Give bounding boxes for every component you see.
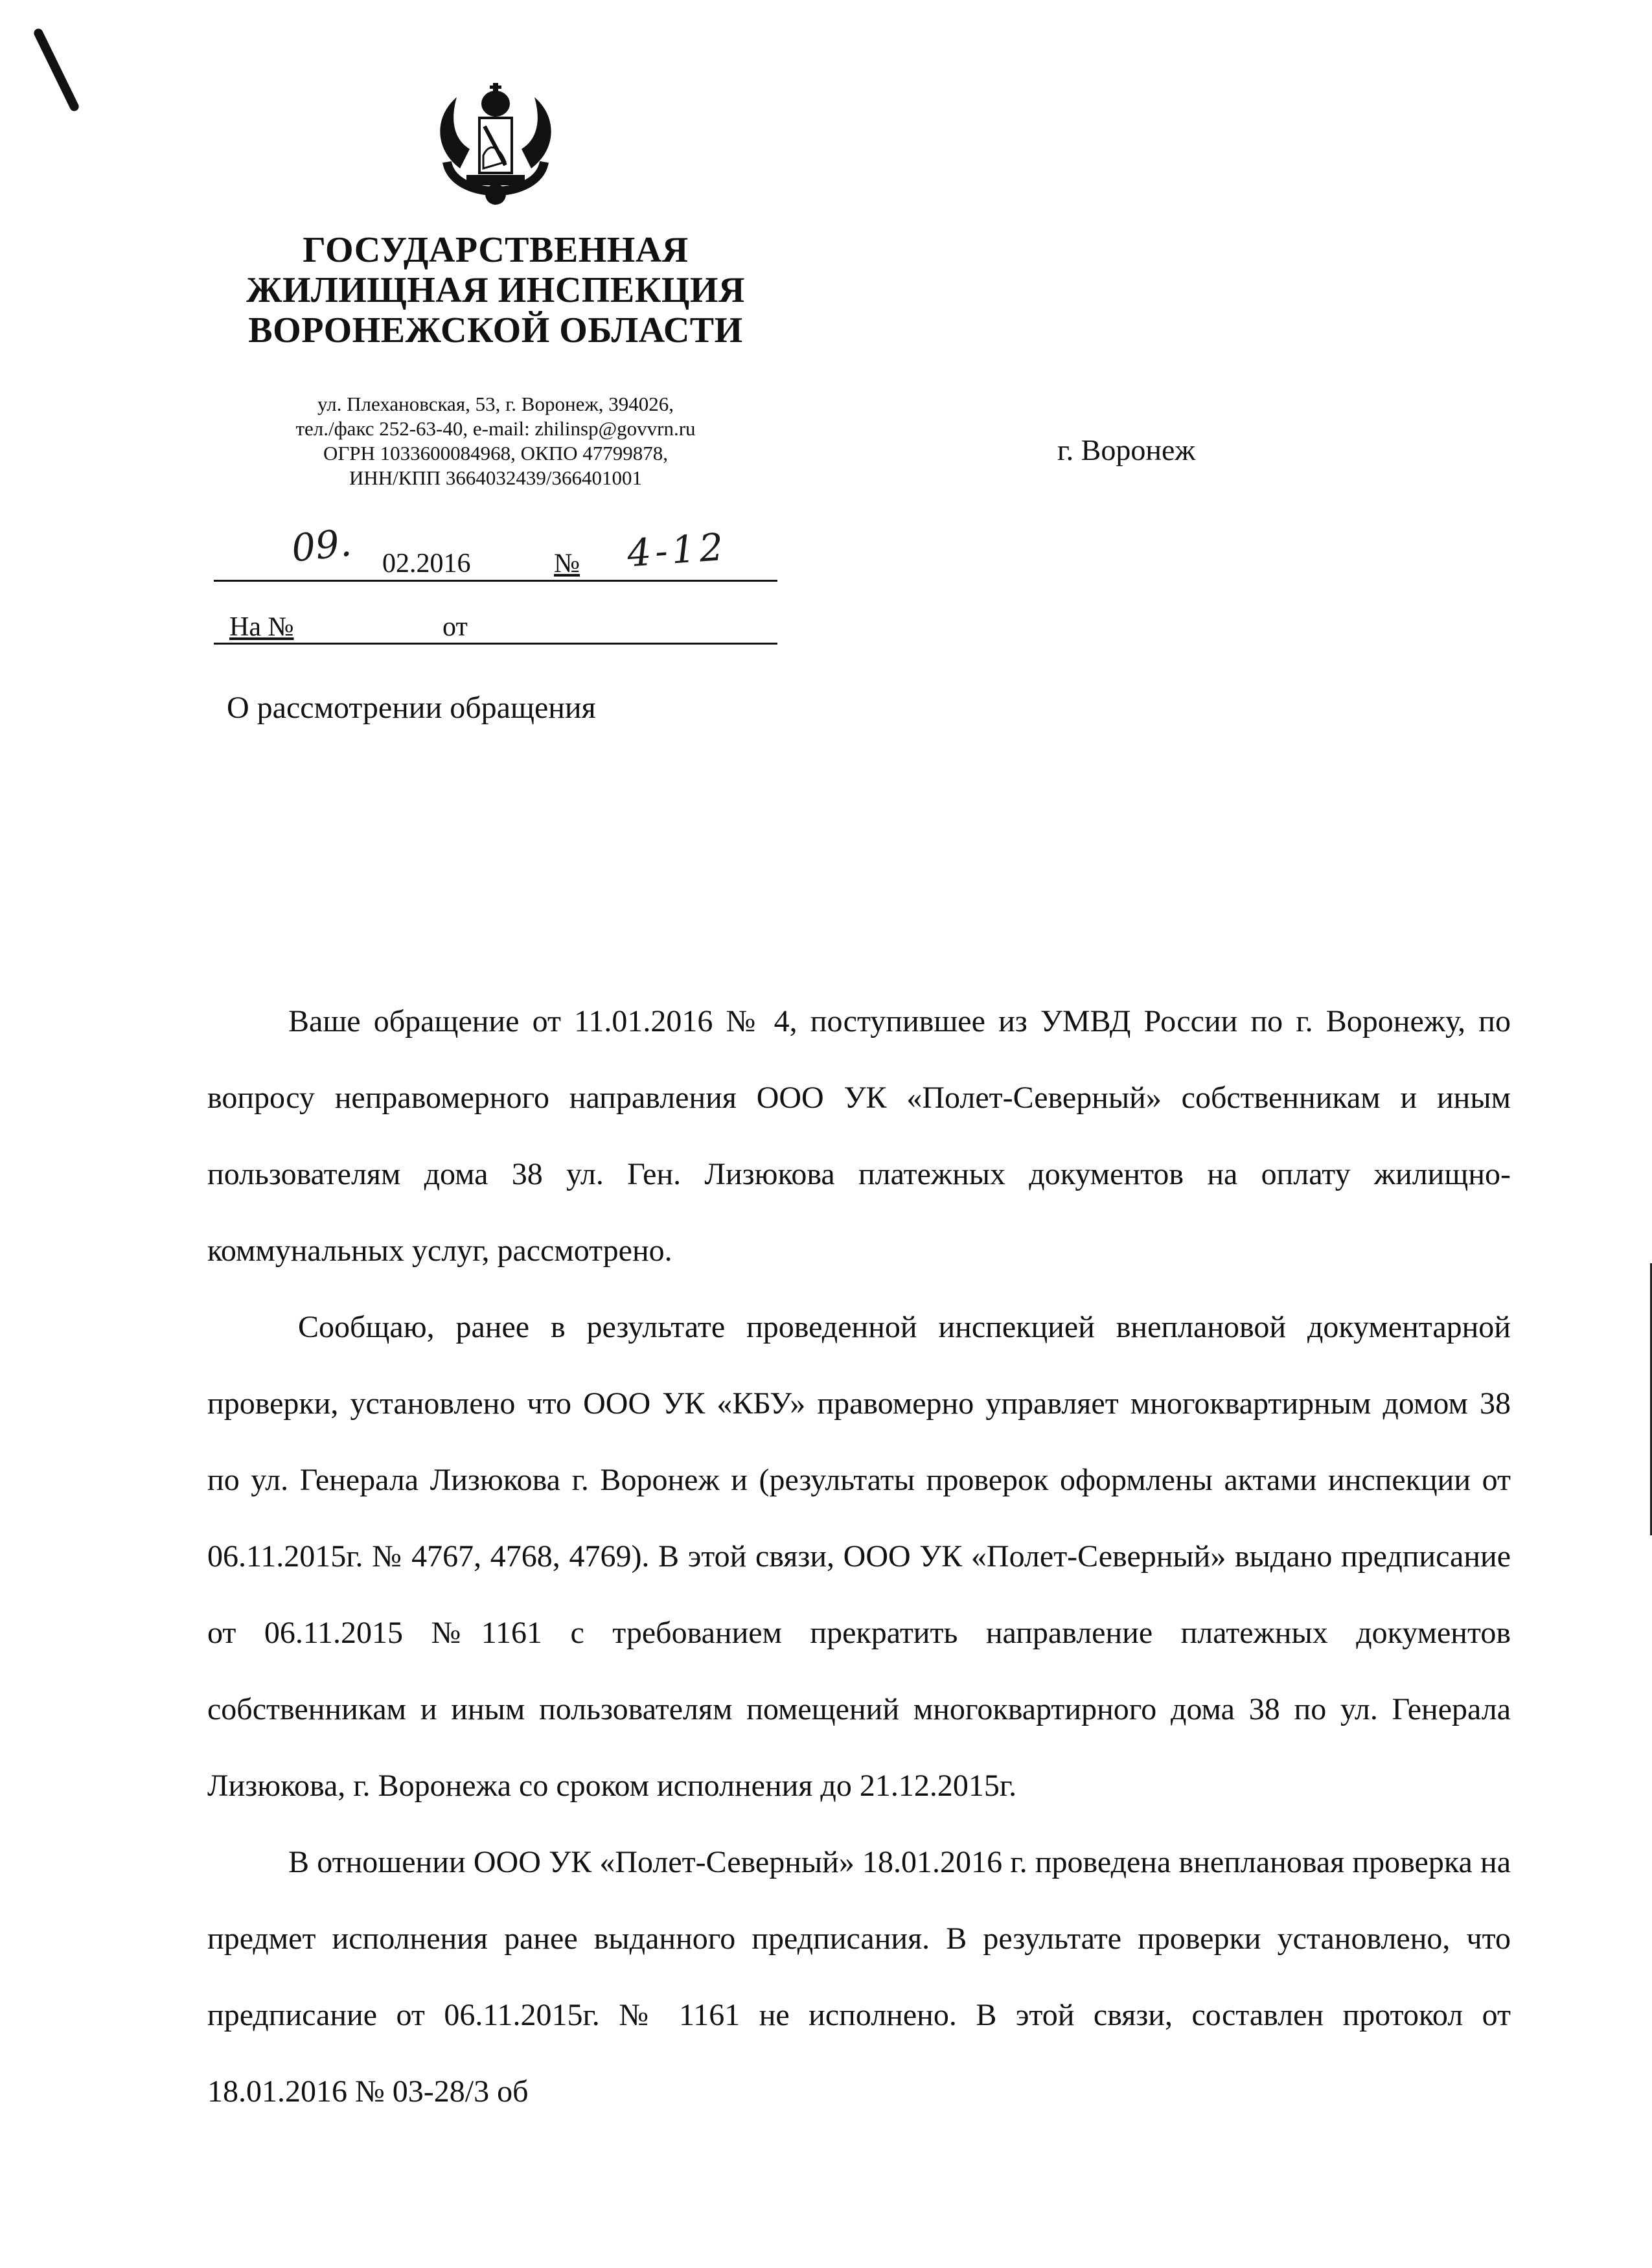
handwritten-registration-number: 4-12	[625, 524, 729, 576]
org-title-line: ГОСУДАРСТВЕННАЯ	[303, 230, 689, 270]
org-title-line: ЖИЛИЩНАЯ ИНСПЕКЦИЯ	[246, 270, 745, 310]
handwritten-slash-mark	[32, 27, 80, 113]
coat-of-arms-icon	[408, 78, 583, 214]
org-title-line: ВОРОНЕЖСКОЙ ОБЛАСТИ	[248, 310, 743, 350]
registration-underline	[214, 580, 777, 582]
reply-underline	[214, 643, 777, 645]
org-ogrn-okpo: ОГРН 1033600084968, ОКПО 47799878,	[323, 442, 669, 464]
city-label: г. Воронеж	[1057, 433, 1196, 466]
reply-to-label-text: На №	[229, 612, 294, 642]
organization-title	[214, 230, 777, 350]
body-paragraph: Ваше обращение от 11.01.2016 № 4, поступившее из УМВД России по г. Воронежу, по вопросу неправомерного направления ООО УК «Полет-Северный» собственникам и иным пользователям дома 38 ул. Ген. Лизюкова платежных документов на оплату жилищно-коммунальных услуг, рассмотрено.	[207, 1004, 1511, 1268]
letter-subject: О рассмотрении обращения	[227, 691, 596, 725]
reply-to-number-label	[229, 612, 294, 643]
handwritten-day: 09.	[289, 520, 354, 571]
organization-details	[214, 392, 777, 490]
body-paragraph: Сообщаю, ранее в результате проведенной инспекцией внеплановой документарной проверки, установлено что ООО УК «КБУ» правомерно управляет многоквартирным домом 38 по ул. Генерала Лизюкова г. Воронеж и (результаты проверок оформлены актами инспекции от 06.11.2015г. № 4767, 4768, 4769). В этой связи, ООО УК «Полет-Северный» выдано предписание от 06.11.2015 №1161 с требованием прекратить направление платежных документов собственникам и иным пользователям помещений многоквартирного дома 38 по ул. Генерала Лизюкова, г. Воронежа со сроком исполнения до 21.12.2015г.	[207, 1310, 1511, 1803]
reply-from-label: от	[442, 612, 468, 642]
org-contacts: тел./факс 252-63-40, e-mail: zhilinsp@govvrn.ru	[295, 417, 696, 440]
letter-body	[207, 983, 1511, 2130]
org-inn-kpp: ИНН/КПП 3664032439/366401001	[349, 466, 643, 489]
body-paragraph: В отношении ООО УК «Полет-Северный» 18.01.2016 г. проведена внеплановая проверка на предмет исполнения ранее выданного предписания. В результате проверки установлено, что предписание от 06.11.2015г. № 1161 не исполнено. В этой связи, составлен протокол от 18.01.2016 № 03-28/3 об	[207, 1845, 1511, 2109]
org-address: ул. Плехановская, 53, г. Воронеж, 394026,	[317, 393, 674, 415]
registration-number-label: №	[554, 549, 580, 578]
registration-date: 02.2016	[382, 549, 471, 578]
